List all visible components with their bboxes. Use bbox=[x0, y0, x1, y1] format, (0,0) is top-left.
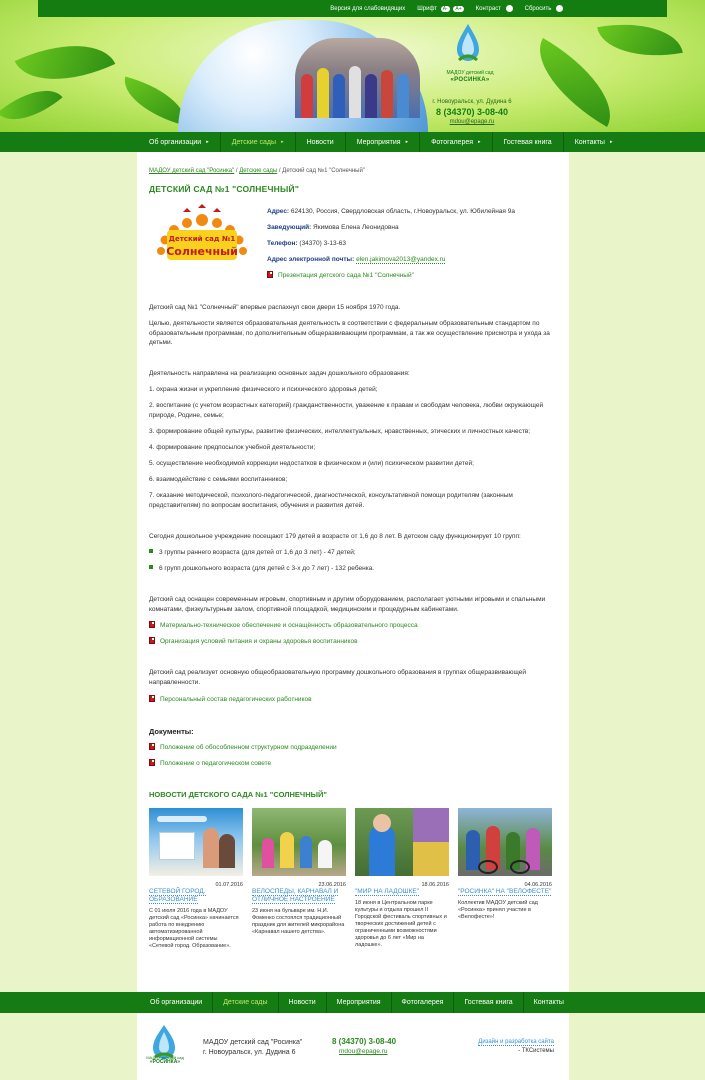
footer-logo-line1: МАДОУ детский сад bbox=[146, 1055, 184, 1060]
reset-label: Сбросить bbox=[524, 6, 552, 13]
footer-nav-gallery[interactable]: Фотогалерея bbox=[392, 992, 455, 1013]
main-content bbox=[137, 152, 569, 992]
kindergarten-sun-logo bbox=[147, 204, 257, 268]
arrow-right-icon: ▸ bbox=[281, 139, 284, 145]
nav-label: Об организации bbox=[149, 138, 202, 146]
task-item: 4. формирование предпосылок учебной деятельности; bbox=[149, 444, 316, 451]
nav-label: Гостевая книга bbox=[503, 138, 552, 146]
breadcrumb-sep: / bbox=[235, 168, 238, 174]
news-headline[interactable]: СЕТЕВОЙ ГОРОД. ОБРАЗОВАНИЕ bbox=[149, 888, 206, 903]
news-date: 01.07.2016 bbox=[215, 882, 243, 888]
news-date: 23.06.2016 bbox=[318, 882, 346, 888]
news-text: 23 июня на бульваре им. Н.И. Фоменко состоялся традиционный праздник для жителей микрорайона «Карнавал нашего детства». bbox=[252, 908, 345, 935]
news-item[interactable] bbox=[458, 808, 552, 921]
header-address: г. Новоуральск, ул. Дудина 6 bbox=[432, 99, 512, 105]
task-item: 7. оказание методической, психолого-педагогической, диагностической, консультативной помощи родителям (законным представителям) по вопросам воспитания, обучения и развития детей. bbox=[149, 492, 513, 509]
documents-title: Документы: bbox=[149, 727, 194, 736]
groups-intro: Сегодня дошкольное учреждение посещают 179 детей в возрасте от 1,6 до 8 лет. В детском саду функционирует 10 групп: bbox=[149, 533, 521, 540]
task-item: 6. взаимодействие с семьями воспитанников; bbox=[149, 476, 288, 483]
news-item[interactable] bbox=[252, 808, 346, 936]
font-size-control bbox=[417, 6, 463, 12]
address-value: 624130, Россия, Свердловская область, г.Новоуральск, ул. Юбилейная 9а bbox=[290, 208, 515, 215]
bullet-icon bbox=[149, 565, 153, 569]
task-item: 3. формирование общей культуры, развитие физических, интеллектуальных, нравственных, этических и личностных качеств; bbox=[149, 428, 531, 435]
nav-item-events[interactable] bbox=[346, 132, 420, 152]
phone-value: (34370) 3-13-63 bbox=[299, 240, 347, 247]
pdf-icon bbox=[149, 637, 155, 644]
pdf-icon bbox=[149, 695, 155, 702]
low-vision-link[interactable]: Версия для слабовидящих bbox=[330, 5, 406, 12]
breadcrumb bbox=[149, 168, 365, 174]
bullet-icon bbox=[149, 549, 153, 553]
footer-logo-text bbox=[145, 1055, 185, 1065]
news-section-title: НОВОСТИ ДЕТСКОГО САДА №1 "СОЛНЕЧНЫЙ" bbox=[149, 790, 327, 799]
material-link[interactable] bbox=[149, 621, 418, 629]
logo-line2: «РОСИНКА» bbox=[450, 77, 490, 83]
tasks-intro: Деятельность направлена на реализацию основных задач дошкольного образования: bbox=[149, 370, 410, 377]
head-value: Якимова Елена Леонидовна bbox=[313, 224, 399, 231]
phone-label: Телефон: bbox=[267, 240, 298, 247]
doc-link[interactable] bbox=[149, 759, 271, 767]
nav-label: Контакты bbox=[574, 138, 605, 146]
group-item bbox=[149, 548, 554, 558]
footer-nav bbox=[0, 992, 705, 1013]
arrow-right-icon: ▸ bbox=[206, 139, 209, 145]
kg-logo-line1: Детский сад №1 bbox=[168, 235, 236, 243]
pdf-icon bbox=[149, 743, 155, 750]
arrow-right-icon: ▸ bbox=[609, 139, 613, 145]
logo-line1: МАДОУ детский сад bbox=[446, 70, 494, 76]
footer-nav-about[interactable]: Об организации bbox=[140, 992, 213, 1013]
nav-item-guestbook[interactable] bbox=[493, 132, 564, 152]
news-text: С 01 июля 2016 года в МАДОУ детский сад «Росинка» начинается работа по внедрению автоматизированной информационной системы «Сетевой город. Образование». bbox=[149, 908, 239, 949]
staff-link[interactable] bbox=[149, 695, 312, 703]
footer-nav-events[interactable]: Мероприятия bbox=[327, 992, 392, 1013]
group-item bbox=[149, 564, 554, 574]
footer-logo-line2: «РОСИНКА» bbox=[149, 1059, 181, 1065]
link-text: Организация условий питания и охраны здоровья воспитанников bbox=[160, 638, 358, 645]
email-label: Адрес электронной почты: bbox=[267, 256, 355, 263]
reset-icon bbox=[556, 5, 563, 12]
task-item: 5. осуществление необходимой коррекции недостатков в физическом и (или) психическом развитии детей; bbox=[149, 460, 474, 467]
news-text: 18 июня в Центральном парке культуры и отдыха прошел II Городской фестиваль спортивных и творческих достижений детей с ограниченными возможностями здоровья до 6 лет «Мир на ладошке». bbox=[355, 900, 447, 948]
pdf-icon bbox=[149, 621, 155, 628]
leaf-decoration bbox=[0, 74, 63, 132]
arrow-right-icon: ▸ bbox=[405, 139, 409, 145]
developer-company: - ТКСистемы bbox=[518, 1048, 554, 1054]
breadcrumb-section[interactable]: Детские сады bbox=[239, 168, 278, 174]
logo-text bbox=[440, 70, 500, 84]
breadcrumb-sep: / bbox=[278, 168, 281, 174]
leaf-decoration bbox=[597, 13, 683, 66]
page-title: ДЕТСКИЙ САД №1 "СОЛНЕЧНЫЙ" bbox=[149, 184, 300, 194]
developer-credit bbox=[478, 1038, 554, 1056]
logo-drop-icon[interactable] bbox=[455, 22, 481, 66]
address-label: Адрес: bbox=[267, 208, 290, 215]
developer-link[interactable]: Дизайн и разработка сайта bbox=[478, 1039, 554, 1045]
breadcrumb-home[interactable]: МАДОУ детский сад "Росинка" bbox=[149, 168, 235, 174]
nav-item-news[interactable] bbox=[296, 132, 346, 152]
news-image[interactable] bbox=[355, 808, 449, 876]
intro-paragraph: Детский сад №1 "Солнечный" впервые распахнул свои двери 15 ноября 1970 года. bbox=[149, 304, 401, 311]
nav-item-kindergartens[interactable] bbox=[221, 132, 296, 152]
contrast-control[interactable] bbox=[476, 5, 513, 12]
news-item[interactable] bbox=[355, 808, 449, 949]
arrow-right-icon: ▸ bbox=[478, 139, 481, 145]
news-headline[interactable]: ВЕЛОСПЕДЫ, КАРНАВАЛ И ОТЛИЧНОЕ НАСТРОЕНИЕ bbox=[252, 888, 339, 903]
news-image[interactable] bbox=[458, 808, 552, 876]
news-text: Коллектив МАДОУ детский сад «Росинка» принял участие в «Велофесте»! bbox=[458, 900, 538, 920]
nav-label: Новости bbox=[306, 138, 334, 146]
link-text: Материально-техническое обеспечение и оснащённость образовательного процесса bbox=[160, 622, 418, 629]
footer-email[interactable]: mdou@epage.ru bbox=[339, 1048, 388, 1055]
main-nav bbox=[0, 132, 705, 152]
header-email[interactable]: mdou@epage.ru bbox=[449, 119, 495, 125]
font-decrease-button[interactable]: A- bbox=[442, 5, 448, 12]
accessibility-bar bbox=[38, 0, 667, 17]
program-paragraph: Детский сад реализует основную общеобразовательную программу дошкольного образования в группах общеразвивающей направленности. bbox=[149, 669, 526, 686]
site-header bbox=[0, 0, 705, 132]
news-headline[interactable]: "РОСИНКА" НА "ВЕЛОФЕСТЕ" bbox=[458, 888, 552, 895]
equipment-paragraph: Детский сад оснащен современным игровым, спортивным и другим оборудованием, располагает уютными игровыми и спальными комнатами, физкультурным залом, спортивной площадкой, медицинским и процедурным кабинетами. bbox=[149, 596, 546, 613]
footer-nav-contacts[interactable]: Контакты bbox=[533, 999, 564, 1006]
doc-link[interactable] bbox=[149, 743, 337, 751]
breadcrumb-current: Детский сад №1 "Солнечный" bbox=[282, 168, 365, 174]
footer-address: г. Новоуральск, ул. Дудина 6 bbox=[203, 1049, 296, 1056]
nav-item-gallery[interactable] bbox=[420, 132, 492, 152]
footer-org-name: МАДОУ детский сад "Росинка" bbox=[203, 1039, 303, 1046]
footer-logo-icon[interactable] bbox=[149, 1023, 179, 1073]
nav-label: Детские сады bbox=[231, 138, 277, 146]
pdf-icon bbox=[149, 759, 155, 766]
font-label: Шрифт bbox=[417, 5, 438, 12]
nav-item-contacts[interactable] bbox=[564, 132, 624, 152]
head-label: Заведующий: bbox=[267, 224, 312, 231]
group-text: 3 группы раннего возраста (для детей от 1,6 до 3 лет) - 47 детей; bbox=[159, 549, 356, 556]
nutrition-link[interactable] bbox=[149, 637, 358, 645]
news-image[interactable] bbox=[252, 808, 346, 876]
task-item: 2. воспитание (с учетом возрастных категорий) гражданственности, уважение к правам и свободам человека, любви окружающей природе, Родине, семье; bbox=[149, 402, 544, 419]
link-text: Положение о педагогическом совете bbox=[160, 760, 272, 767]
pdf-icon bbox=[267, 271, 273, 278]
footer-nav-kindergartens[interactable]: Детские сады bbox=[213, 992, 278, 1013]
news-date: 18.06.2016 bbox=[421, 882, 449, 888]
news-image[interactable] bbox=[149, 808, 243, 876]
nav-item-about[interactable] bbox=[138, 132, 221, 152]
footer-org bbox=[203, 1038, 302, 1058]
contrast-icon bbox=[506, 5, 513, 12]
link-text: Персональный состав педагогических работников bbox=[160, 696, 312, 703]
footer-nav-guestbook[interactable]: Гостевая книга bbox=[454, 992, 523, 1013]
children-photo bbox=[295, 38, 420, 118]
nav-label: Фотогалерея bbox=[431, 138, 474, 146]
link-text: Положение об обособленном структурном подразделении bbox=[160, 744, 337, 751]
header-phone: 8 (34370) 3-08-40 bbox=[435, 107, 509, 117]
nav-label: Мероприятия bbox=[356, 138, 401, 146]
presentation-link[interactable]: Презентация детского сада №1 "Солнечный" bbox=[278, 272, 414, 279]
font-increase-button[interactable]: A+ bbox=[455, 5, 462, 12]
site-footer bbox=[137, 1013, 569, 1080]
goal-paragraph: Целью, деятельности является образовательная деятельность в соответствии с федеральным образовательным стандартом по образовательным программам, по дополнительным общеразвивающим программам, а так же осуществление присмотра и ухода за детьми. bbox=[149, 320, 550, 346]
news-headline[interactable]: "МИР НА ЛАДОШКЕ" bbox=[355, 888, 420, 895]
leaf-decoration bbox=[520, 38, 629, 127]
email-link[interactable]: elen.jakimova2013@yandex.ru bbox=[356, 256, 446, 263]
leaf-decoration bbox=[15, 23, 116, 102]
footer-nav-news[interactable]: Новости bbox=[279, 992, 327, 1013]
news-date: 04.06.2016 bbox=[524, 882, 552, 888]
group-text: 6 групп дошкольного возраста (для детей с 3-х до 7 лет) - 132 ребенка. bbox=[159, 565, 375, 572]
reset-control[interactable] bbox=[525, 5, 563, 12]
footer-phone: 8 (34370) 3-08-40 bbox=[332, 1037, 397, 1046]
task-item: 1. охрана жизни и укрепление физического и психического здоровья детей; bbox=[149, 386, 378, 393]
contrast-label: Контраст bbox=[475, 6, 501, 13]
kg-logo-line2: Солнечный bbox=[166, 245, 238, 258]
news-item[interactable] bbox=[149, 808, 243, 950]
